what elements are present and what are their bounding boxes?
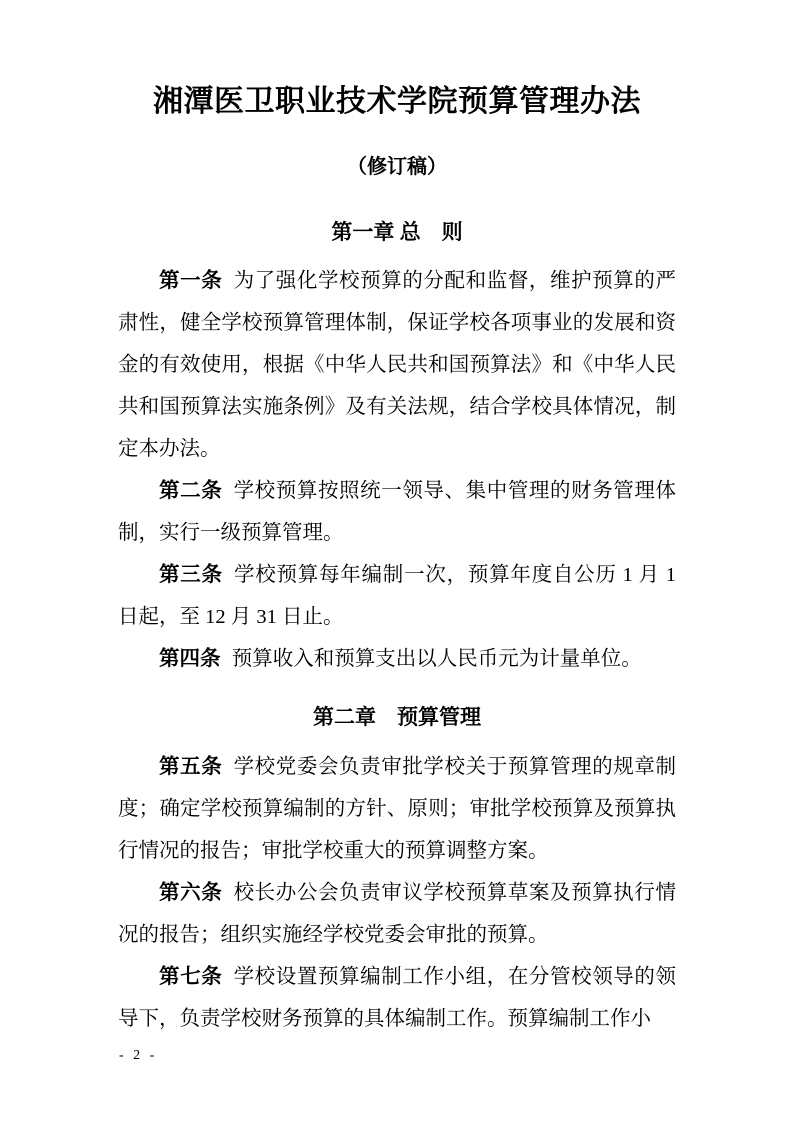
article-7: [118, 956, 676, 1040]
article-3-label: 第三条: [159, 564, 223, 587]
article-5: [118, 746, 676, 872]
article-3: [118, 554, 676, 638]
chapter-1-heading: 第一章 总 则: [331, 220, 463, 244]
article-4-label: 第四条: [159, 648, 221, 671]
page-number: - 2 -: [119, 1048, 158, 1063]
article-6-label: 第六条: [159, 881, 223, 904]
chapter-2-heading: 第二章 预算管理: [313, 705, 481, 730]
article-2-text: 学校预算按照统一领导、集中管理的财务管理体制，实行一级预算管理。: [118, 480, 677, 545]
article-1-text: 为了强化学校预算的分配和监督，维护预算的严肃性，健全学校预算管理体制，保证学校各项事业的发展和资金的有效使用，根据《中华人民共和国预算法》和《中华人民共和国预算法实施条例》及有关法规，结合学校具体情况，制定本办法。: [118, 270, 677, 461]
article-7-label: 第七条: [159, 965, 223, 988]
article-3-text: 学校预算每年编制一次，预算年度自公历 1 月 1 日起，至 12 月 31 日止。: [118, 564, 677, 629]
article-6: [118, 872, 676, 956]
chapter-1: [118, 219, 676, 680]
article-5-label: 第五条: [159, 755, 223, 778]
article-1-label: 第一条: [159, 270, 223, 293]
article-4-text: 预算收入和预算支出以人民币元为计量单位。: [231, 648, 642, 671]
document-title: 湘潭医卫职业技术学院预算管理办法: [153, 85, 641, 118]
article-2-label: 第二条: [159, 480, 223, 503]
chapter-2: [118, 704, 676, 1039]
document-subtitle: （修订稿）: [347, 156, 447, 178]
article-5-text: 学校党委会负责审批学校关于预算管理的规章制度；确定学校预算编制的方针、原则；审批学校预算及预算执行情况的报告；审批学校重大的预算调整方案。: [118, 755, 677, 862]
article-1: [118, 260, 676, 470]
article-6-text: 校长办公会负责审议学校预算草案及预算执行情况的报告；组织实施经学校党委会审批的预算。: [118, 881, 677, 946]
article-7-text: 学校设置预算编制工作小组，在分管校领导的领导下，负责学校财务预算的具体编制工作。预算编制工作小: [118, 965, 677, 1030]
article-2: [118, 470, 676, 554]
article-4: [118, 638, 676, 680]
